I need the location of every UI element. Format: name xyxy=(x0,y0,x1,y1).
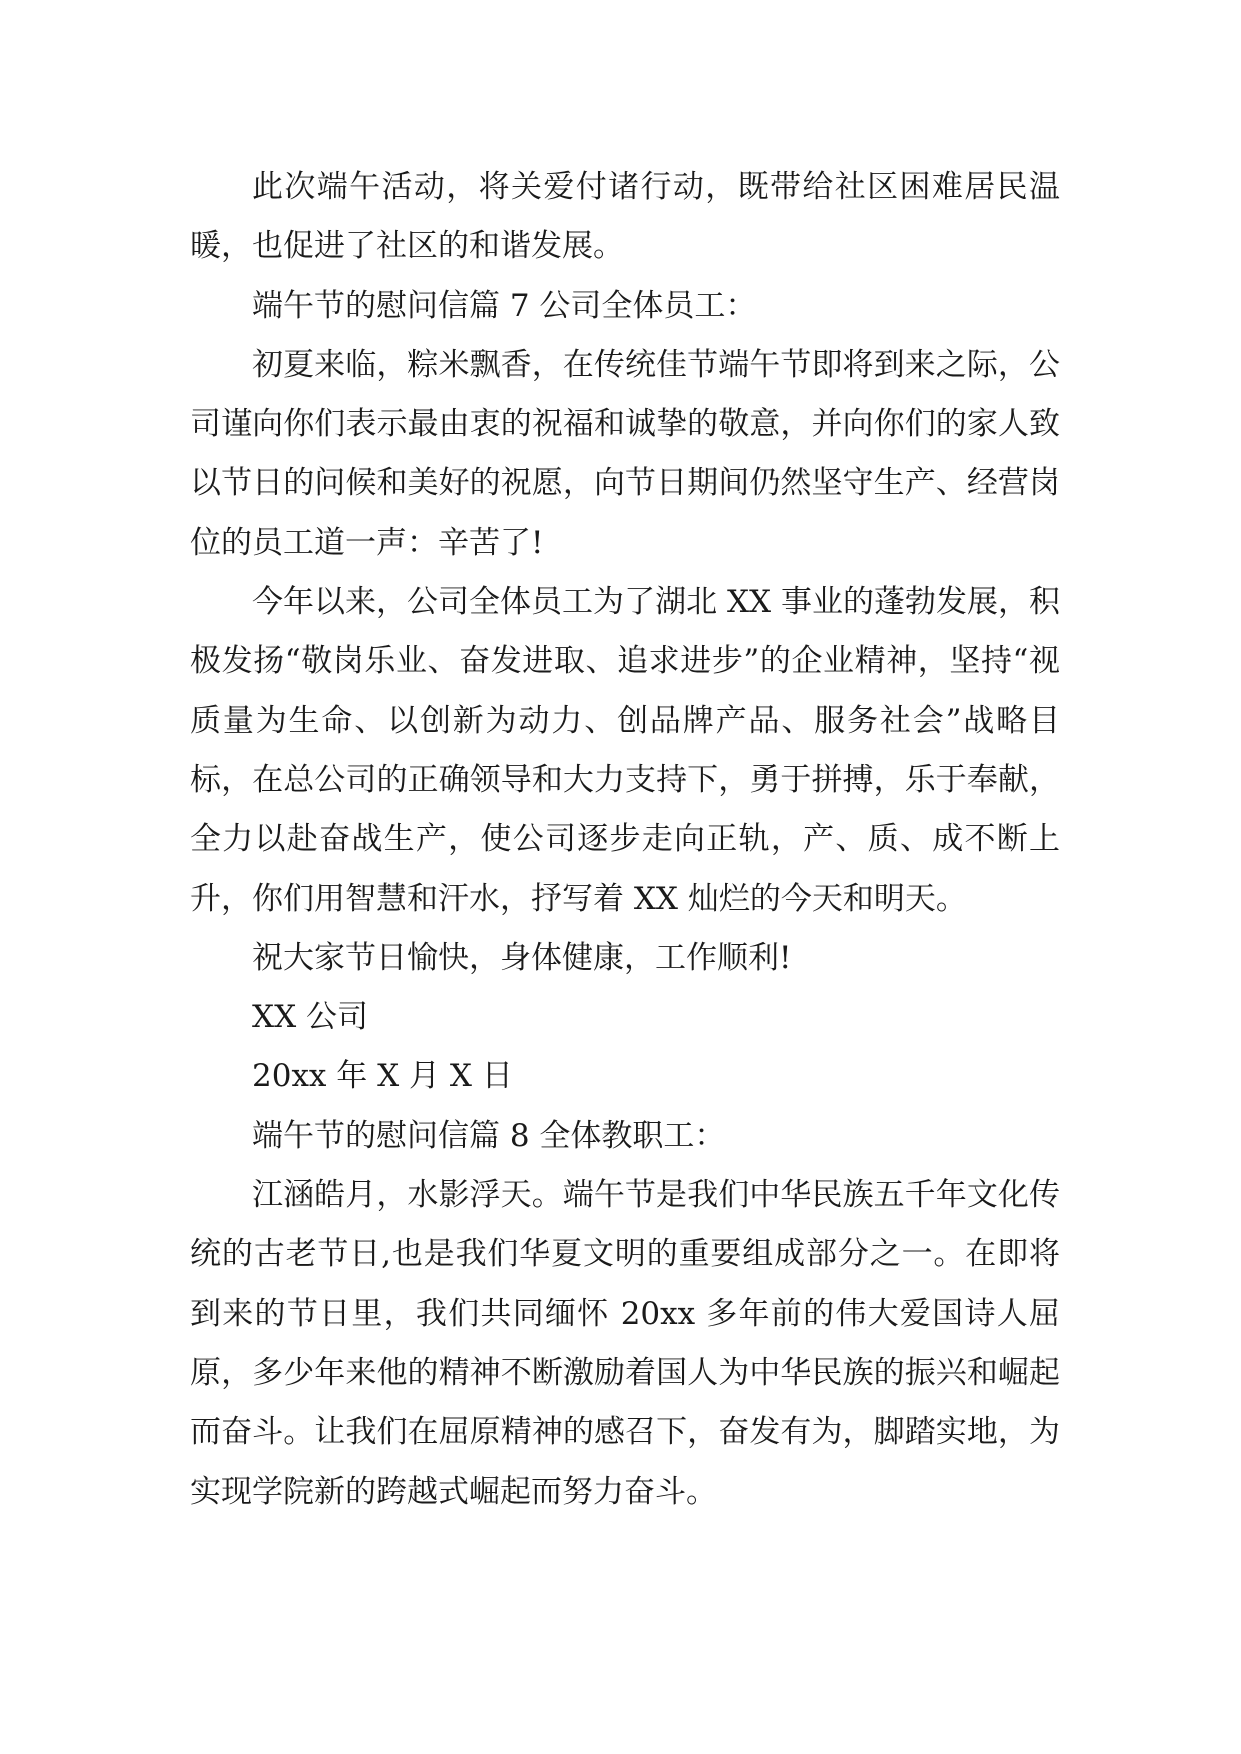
document-body xyxy=(190,158,1060,1522)
signature-date: 20xx 年 X 月 X 日 xyxy=(252,1058,513,1095)
paragraph-early-summer: 初夏来临，粽米飘香，在传统佳节端午节即将到来之际，公司谨向你们表示最由衷的祝福和诚挚的敬意，并向你们的家人致以节日的问候和美好的祝愿，向节日期间仍然坚守生产、经营岗位的员工道一声：辛苦了! xyxy=(190,346,1060,561)
letter-8-heading: 端午节的慰问信篇 8 全体教职工： xyxy=(252,1117,726,1154)
paragraph-this-year: 今年以来，公司全体员工为了湖北 XX 事业的蓬勃发展，积极发扬“敬岗乐业、奋发进取、追求进步”的企业精神，坚持“视质量为生命、以创新为动力、创品牌产品、服务社会”战略目标，在总公司的正确领导和大力支持下，勇于拼搏，乐于奉献，全力以赴奋战生产，使公司逐步走向正轨，产、质、成不断上升，你们用智慧和汗水，抒写着 XX 灿烂的今天和明天。 xyxy=(190,584,1060,917)
paragraph-river-moon: 江涵皓月，水影浮天。端午节是我们中华民族五千年文化传统的古老节日,也是我们华夏文明的重要组成部分之一。在即将到来的节日里，我们共同缅怀 20xx 多年前的伟大爱国诗人屈原，多少年来他的精神不断激励着国人为中华民族的振兴和崛起而奋斗。让我们在屈原精神的感召下，奋发有为，脚踏实地，为实现学院新的跨越式崛起而努力奋斗。 xyxy=(190,1177,1060,1510)
paragraph-community-activity: 此次端午活动，将关爱付诸行动，既带给社区困难居民温暖，也促进了社区的和谐发展。 xyxy=(190,169,1060,265)
paragraph-wishes: 祝大家节日愉快，身体健康，工作顺利! xyxy=(252,939,792,976)
letter-7-heading: 端午节的慰问信篇 7 公司全体员工： xyxy=(252,287,757,324)
signature-company: XX 公司 xyxy=(252,999,368,1036)
